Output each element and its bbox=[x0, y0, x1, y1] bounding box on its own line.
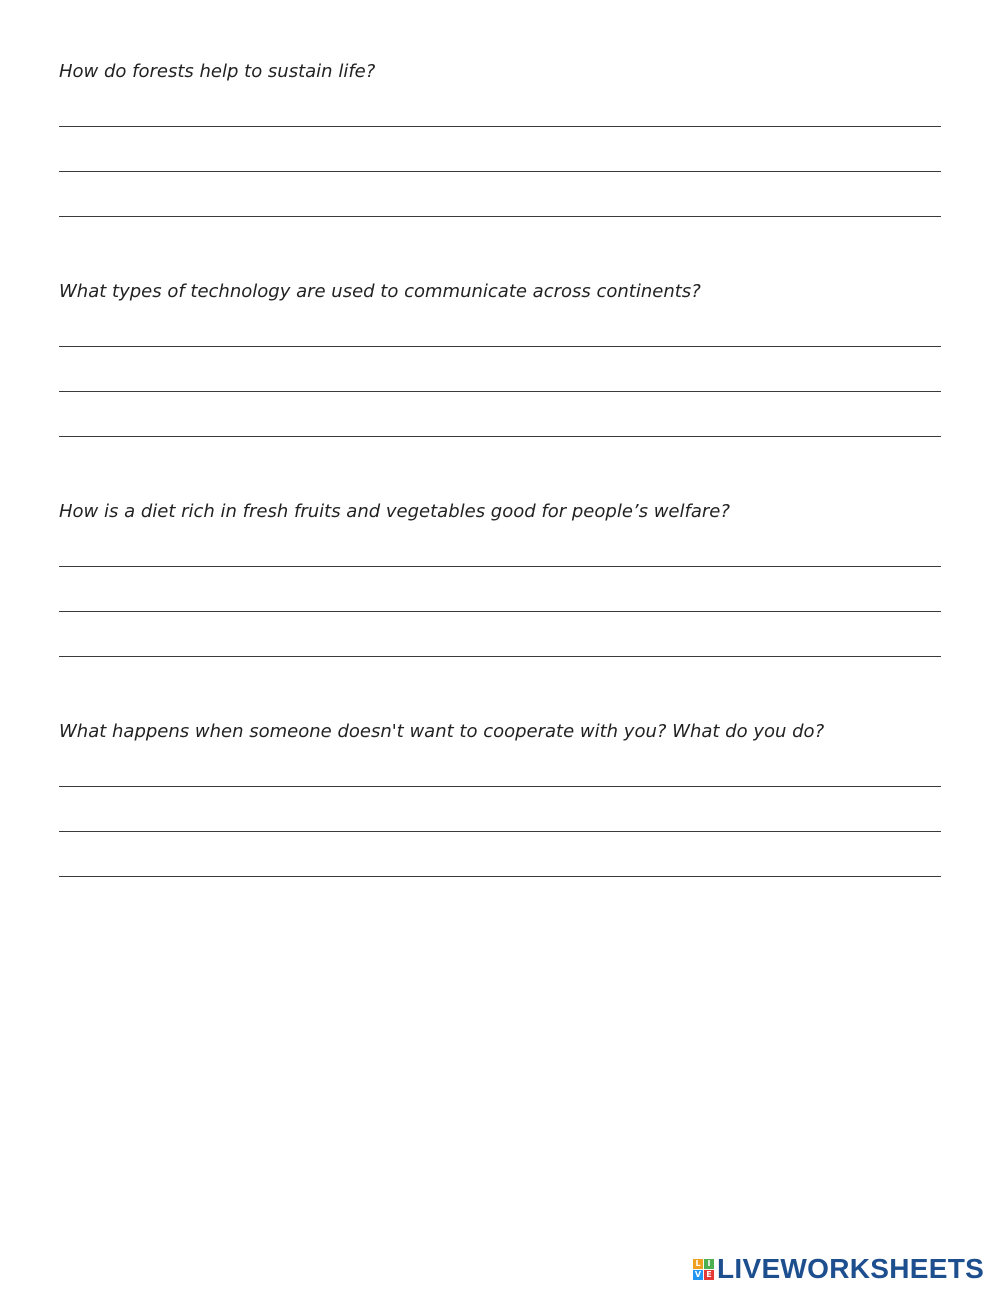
question-4 bbox=[59, 721, 941, 743]
question-text: How do forests help to sustain life? bbox=[59, 61, 376, 82]
answer-line[interactable] bbox=[59, 590, 941, 612]
answer-line[interactable] bbox=[59, 765, 941, 787]
answer-line[interactable] bbox=[59, 545, 941, 567]
logo-mark-cell: I bbox=[704, 1259, 714, 1269]
answer-line[interactable] bbox=[59, 855, 941, 877]
answer-line[interactable] bbox=[59, 635, 941, 657]
logo-mark-icon bbox=[693, 1259, 714, 1280]
answer-line[interactable] bbox=[59, 810, 941, 832]
answer-line[interactable] bbox=[59, 150, 941, 172]
question-text: What happens when someone doesn't want to cooperate with you? What do you do? bbox=[59, 721, 825, 742]
answer-line[interactable] bbox=[59, 325, 941, 347]
question-1 bbox=[59, 61, 941, 83]
question-text: How is a diet rich in fresh fruits and vegetables good for people’s welfare? bbox=[59, 501, 730, 522]
question-3 bbox=[59, 501, 941, 523]
question-text: What types of technology are used to communicate across continents? bbox=[59, 281, 701, 302]
answer-line[interactable] bbox=[59, 195, 941, 217]
logo-wordmark: LIVEWORKSHEETS bbox=[717, 1253, 985, 1284]
logo-mark-cell: L bbox=[693, 1259, 703, 1269]
logo-mark-cell: E bbox=[704, 1270, 714, 1280]
question-2 bbox=[59, 281, 941, 303]
answer-line[interactable] bbox=[59, 105, 941, 127]
answer-line[interactable] bbox=[59, 370, 941, 392]
liveworksheets-logo bbox=[693, 1255, 984, 1283]
answer-line[interactable] bbox=[59, 415, 941, 437]
logo-mark-cell: V bbox=[694, 1269, 702, 1279]
